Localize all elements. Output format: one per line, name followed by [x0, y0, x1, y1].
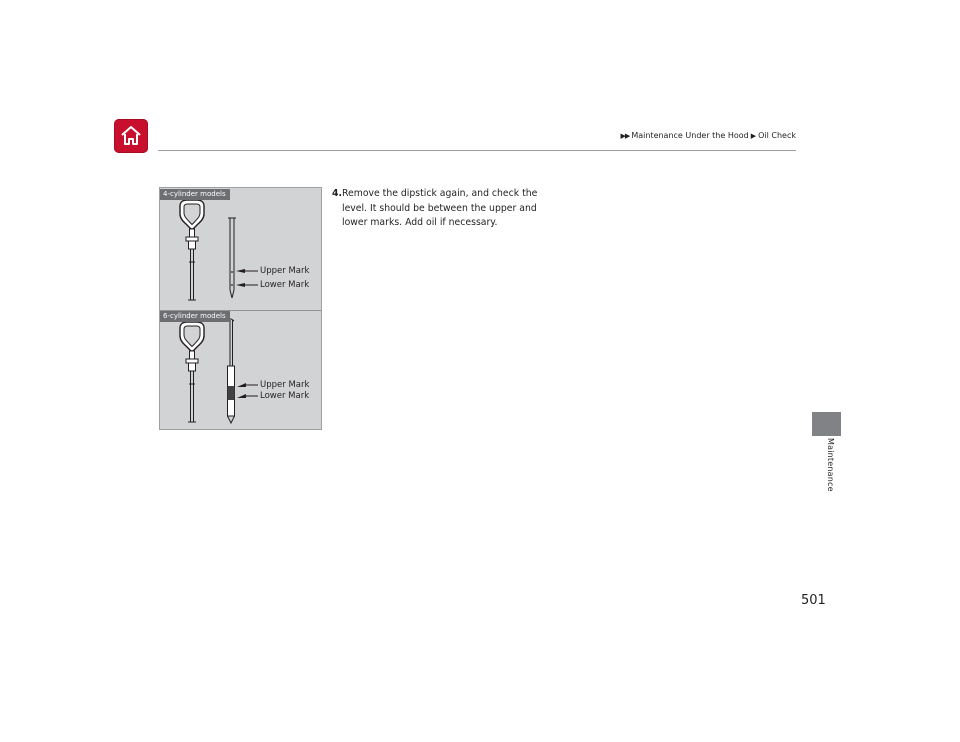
upper-mark-label: Upper Mark	[260, 380, 310, 390]
step-text: Remove the dipstick again, and check the level. It should be between the upper and lower marks. Add oil if necessary.	[342, 188, 538, 228]
breadcrumb-section-link[interactable]: Maintenance Under the Hood	[631, 131, 749, 140]
figure-panel-6-cylinder	[160, 310, 321, 429]
lower-mark-label: Lower Mark	[260, 280, 310, 290]
dipstick-6-cylinder-illustration	[160, 310, 321, 429]
dipstick-4-cylinder-illustration	[160, 188, 321, 309]
instruction-step	[332, 187, 552, 231]
breadcrumb-arrow-icon: ▶▶	[620, 131, 630, 140]
dipstick-figure	[159, 187, 322, 430]
breadcrumb-separator-icon: ▶	[750, 131, 757, 140]
breadcrumb	[621, 131, 796, 140]
chapter-tab[interactable]	[812, 412, 841, 436]
step-number: 4.	[332, 188, 343, 199]
lower-mark-label: Lower Mark	[260, 391, 310, 401]
page-number: 501	[801, 593, 826, 608]
chapter-tab-label: Maintenance	[826, 438, 835, 492]
home-button[interactable]	[114, 119, 148, 153]
home-icon	[117, 122, 145, 150]
header-divider	[158, 150, 796, 151]
breadcrumb-page: Oil Check	[758, 131, 796, 140]
model-tag-6-cylinder: 6-cylinder models	[160, 311, 230, 322]
figure-panel-4-cylinder	[160, 188, 321, 311]
upper-mark-label: Upper Mark	[260, 266, 310, 276]
model-tag-4-cylinder: 4-cylinder models	[160, 189, 230, 200]
